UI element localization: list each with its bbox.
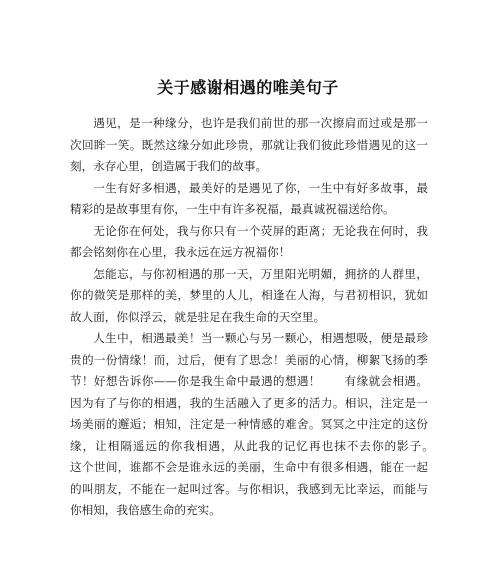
document-body xyxy=(70,113,452,522)
paragraph: 一生有好多相遇，最美好的是遇见了你，一生中有好多故事，最精彩的是故事里有你，一生中有许多祝福，最真诚祝福送给你。 xyxy=(70,180,428,216)
document-title: 关于感谢相遇的唯美句子 xyxy=(157,78,339,97)
paragraph: 无论你在何处，我与你只有一个荧屏的距离；无论我在何时，我都会铭刻你在心里，我永远在远方祝福你！ xyxy=(70,223,428,259)
paragraph: 遇见，是一种缘分，也许是我们前世的那一次擦肩而过或是那一次回眸一笑。既然这缘分如此珍贵，那就让我们彼此珍惜遇见的这一刻，永存心里，创造属于我们的故事。 xyxy=(70,116,428,173)
paragraph: 人生中，相遇最美！当一颗心与另一颗心，相遇想吸，便是最珍贵的一份情缘！而，过后，便有了思念！美丽的心情，柳絮飞扬的季节！好想告诉你——你是我生命中最遇的想遇！ 有缘就会相遇。因为有了与你的相遇，我的生活融入了更多的活力。相识，注定是一场美丽的邂逅；相知，注定是一种情感的难舍。冥冥之中注定的这份缘，让相隔遥远的你我相遇，从此我的记忆再也抹不去你的影子。 这个世间，谁都不会是谁永远的美丽，生命中有很多相遇，能在一起的叫朋友，不能在一起叫过客。与你相识，我感到无比幸运，而能与你相知，我倍感生命的充实。 xyxy=(70,331,452,517)
paragraph: 怎能忘，与你初相遇的那一天，万里阳光明媚，拥挤的人群里，你的微笑是那样的美，梦里的人儿，相逢在人海，与君初相识，犹如故人面，你似浮云，就是驻足在我生命的天空里。 xyxy=(70,266,428,324)
